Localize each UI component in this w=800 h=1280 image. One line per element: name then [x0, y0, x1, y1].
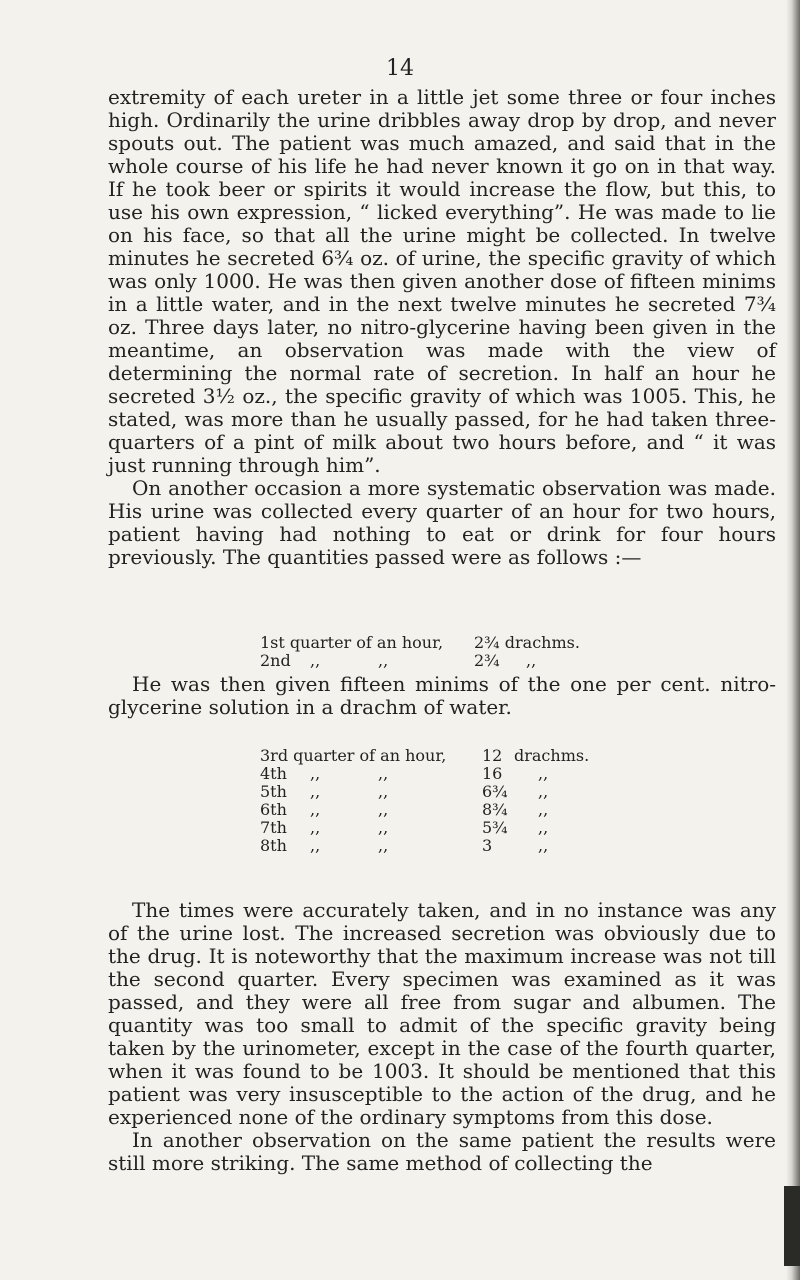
body-text-top — [108, 86, 776, 569]
row-value: 16 — [482, 764, 503, 783]
row-label: 5th — [260, 782, 287, 801]
body-text-mid — [108, 673, 776, 719]
ditto-mark: ,, — [378, 651, 389, 670]
ditto-mark: ,, — [378, 836, 389, 855]
row-value: 3 — [482, 836, 493, 855]
paragraph-2: On another occasion a more systematic observation was made. His urine was collected every quarter of an hour for two hours, patient having had nothing to eat or drink for four hours previously. The quantities passed were as follows :— — [108, 476, 776, 569]
ditto-mark: ,, — [378, 782, 389, 801]
ditto-mark: ,, — [310, 818, 321, 837]
paragraph-1: extremity of each ureter in a little jet some three or four inches high. Ordinarily the urine dribbles away drop by drop, and never spouts out. The patient was much amazed, and said that in the whole course of his life he had never known it go on in that way. If he took beer or spirits it would increase the flow, but this, to use his own expression, “ licked everything”. He was made to lie on his face, so that all the urine might be collected. In twelve minutes he secreted 6¾ oz. of urine, the specific gravity of which was only 1000. He was then given another dose of fifteen minims in a little water, and in the next twelve minutes he secreted 7¾ oz. Three days later, no nitro-glycerine having been given in the meantime, an observation was made with the view of determining the normal rate of secretion. In half an hour he secreted 3½ oz., the specific gravity of which was 1005. This, he stated, was more than he usually passed, for he had taken three-quarters of a pint of milk about two hours before, and “ it was just running through him”. — [108, 85, 776, 477]
table-row — [260, 783, 589, 801]
paragraph-3: He was then given fifteen minims of the one per cent. nitro-glycerine solution in a drachm of water. — [108, 672, 776, 719]
row-label: 4th — [260, 764, 287, 783]
ditto-mark: ,, — [310, 800, 321, 819]
quantities-table-before — [260, 634, 580, 670]
table-row — [260, 819, 589, 837]
body-text-bottom — [108, 899, 776, 1175]
row-unit: ,, — [538, 836, 549, 855]
row-unit: ,, — [538, 782, 549, 801]
table-row — [260, 765, 589, 783]
row-value: 5¾ — [482, 818, 508, 837]
binding-mark — [784, 1186, 800, 1266]
row-label: 3rd quarter of an hour, — [260, 746, 447, 765]
table-row — [260, 837, 589, 855]
row-label: 7th — [260, 818, 287, 837]
row-label: 6th — [260, 800, 287, 819]
table-row — [260, 747, 589, 765]
row-label: 1st quarter of an hour, — [260, 633, 444, 652]
ditto-mark: ,, — [310, 836, 321, 855]
ditto-mark: ,, — [378, 818, 389, 837]
ditto-mark: ,, — [310, 651, 321, 670]
paragraph-4: The times were accurately taken, and in no instance was any of the urine lost. The increased secretion was obviously due to the drug. It is noteworthy that the maximum increase was not till the second quarter. Every specimen was examined as it was passed, and they were all free from sugar and albumen. The quantity was too small to admit of the specific gravity being taken by the urinometer, except in the case of the fourth quarter, when it was found to be 1003. It should be mentioned that this patient was very insusceptible to the action of the drug, and he experienced none of the ordinary symptoms from this dose. — [108, 898, 776, 1129]
page-number: 14 — [386, 56, 414, 81]
ditto-mark: ,, — [526, 651, 537, 670]
row-value: 2¾ — [474, 651, 500, 670]
row-label: 8th — [260, 836, 287, 855]
table-row — [260, 634, 580, 652]
row-value: 2¾ drachms. — [474, 633, 580, 652]
table-row — [260, 652, 580, 670]
page-edge-shadow — [786, 0, 800, 1280]
paragraph-5: In another observation on the same patient the results were still more striking. The same method of collecting the — [108, 1128, 776, 1175]
row-unit: drachms. — [514, 746, 590, 765]
table-row — [260, 801, 589, 819]
row-label: 2nd — [260, 651, 291, 670]
ditto-mark: ,, — [378, 764, 389, 783]
row-value: 12 — [482, 746, 503, 765]
row-unit: ,, — [538, 800, 549, 819]
row-value: 8¾ — [482, 800, 508, 819]
ditto-mark: ,, — [310, 764, 321, 783]
row-unit: ,, — [538, 764, 549, 783]
row-value: 6¾ — [482, 782, 508, 801]
quantities-table-after — [260, 747, 589, 855]
ditto-mark: ,, — [378, 800, 389, 819]
row-unit: ,, — [538, 818, 549, 837]
ditto-mark: ,, — [310, 782, 321, 801]
